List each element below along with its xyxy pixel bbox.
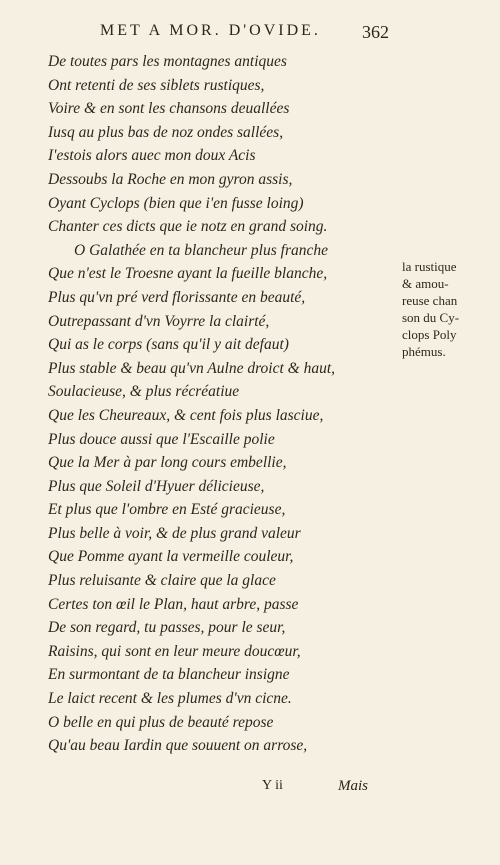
poem-line: Iusq au plus bas de noz ondes sallées, [48, 123, 284, 141]
poem-line: Qui as le corps (sans qu'il y ait defaut) [48, 336, 289, 354]
poem-line: Plus douce aussi que l'Escaille polie [48, 430, 275, 448]
poem-line: Que les Cheureaux, & cent fois plus lasciue, [48, 406, 324, 424]
marginal-note-line: phémus. [402, 344, 446, 359]
poem-line: Que Pomme ayant la vermeille couleur, [48, 548, 294, 566]
poem-line: Qu'au beau Iardin que souuent on arrose, [48, 737, 308, 755]
poem-line: Dessoubs la Roche en mon gyron assis, [48, 170, 293, 188]
marginal-note-line: clops Poly [402, 327, 457, 342]
poem-line: Plus belle à voir, & de plus grand valeur [48, 524, 301, 542]
marginal-note-line: son du Cy- [402, 310, 460, 325]
poem-line: Que la Mer à par long cours embellie, [48, 454, 287, 472]
marginal-note-line: & amou- [402, 276, 449, 291]
poem-line: I'estois alors auec mon doux Acis [48, 147, 256, 165]
poem-line: Plus qu'vn pré verd florissante en beauté, [48, 288, 306, 306]
running-title: MET A MOR. D'OVIDE. [100, 22, 321, 39]
poem-line: Le laict recent & les plumes d'vn cicne. [48, 690, 292, 708]
catchword: Mais [338, 778, 368, 794]
signature-mark: Y ii [262, 778, 283, 793]
poem-line: En surmontant de ta blancheur insigne [48, 666, 290, 684]
poem-line: Que n'est le Troesne ayant la fueille blanche, [48, 265, 328, 283]
poem-line: Et plus que l'ombre en Esté gracieuse, [48, 501, 286, 519]
poem-line: Plus stable & beau qu'vn Aulne droict & haut, [48, 359, 336, 377]
poem-line: Soulacieuse, & plus récréatiue [48, 383, 240, 401]
poem-line: Voire & en sont les chansons deuallées [48, 100, 290, 118]
poem-line: Raisins, qui sont en leur meure doucœur, [48, 642, 301, 660]
poem-line: Plus reluisante & claire que la glace [48, 572, 276, 590]
poem-line: O Galathée en ta blancheur plus franche [74, 241, 328, 259]
poem-line: Chanter ces dicts que ie notz en grand soing. [48, 218, 328, 236]
marginal-note-line: reuse chan [402, 293, 458, 308]
marginal-note-line: la rustique [402, 259, 457, 274]
poem-line: Plus que Soleil d'Hyuer délicieuse, [48, 477, 265, 495]
poem-line: Ont retenti de ses siblets rustiques, [48, 76, 265, 94]
poem-line: De son regard, tu passes, pour le seur, [48, 619, 286, 637]
page-number: 362 [362, 22, 389, 42]
poem-line: Oyant Cyclops (bien que i'en fusse loing) [48, 194, 304, 212]
marginal-note [402, 258, 492, 360]
poem-line: Certes ton œil le Plan, haut arbre, passe [48, 595, 299, 613]
poem-line: Outrepassant d'vn Voyrre la clairté, [48, 312, 270, 330]
poem-line: De toutes pars les montagnes antiques [48, 53, 287, 70]
poem-line: O belle en qui plus de beauté repose [48, 713, 274, 731]
poem-text [48, 50, 398, 758]
